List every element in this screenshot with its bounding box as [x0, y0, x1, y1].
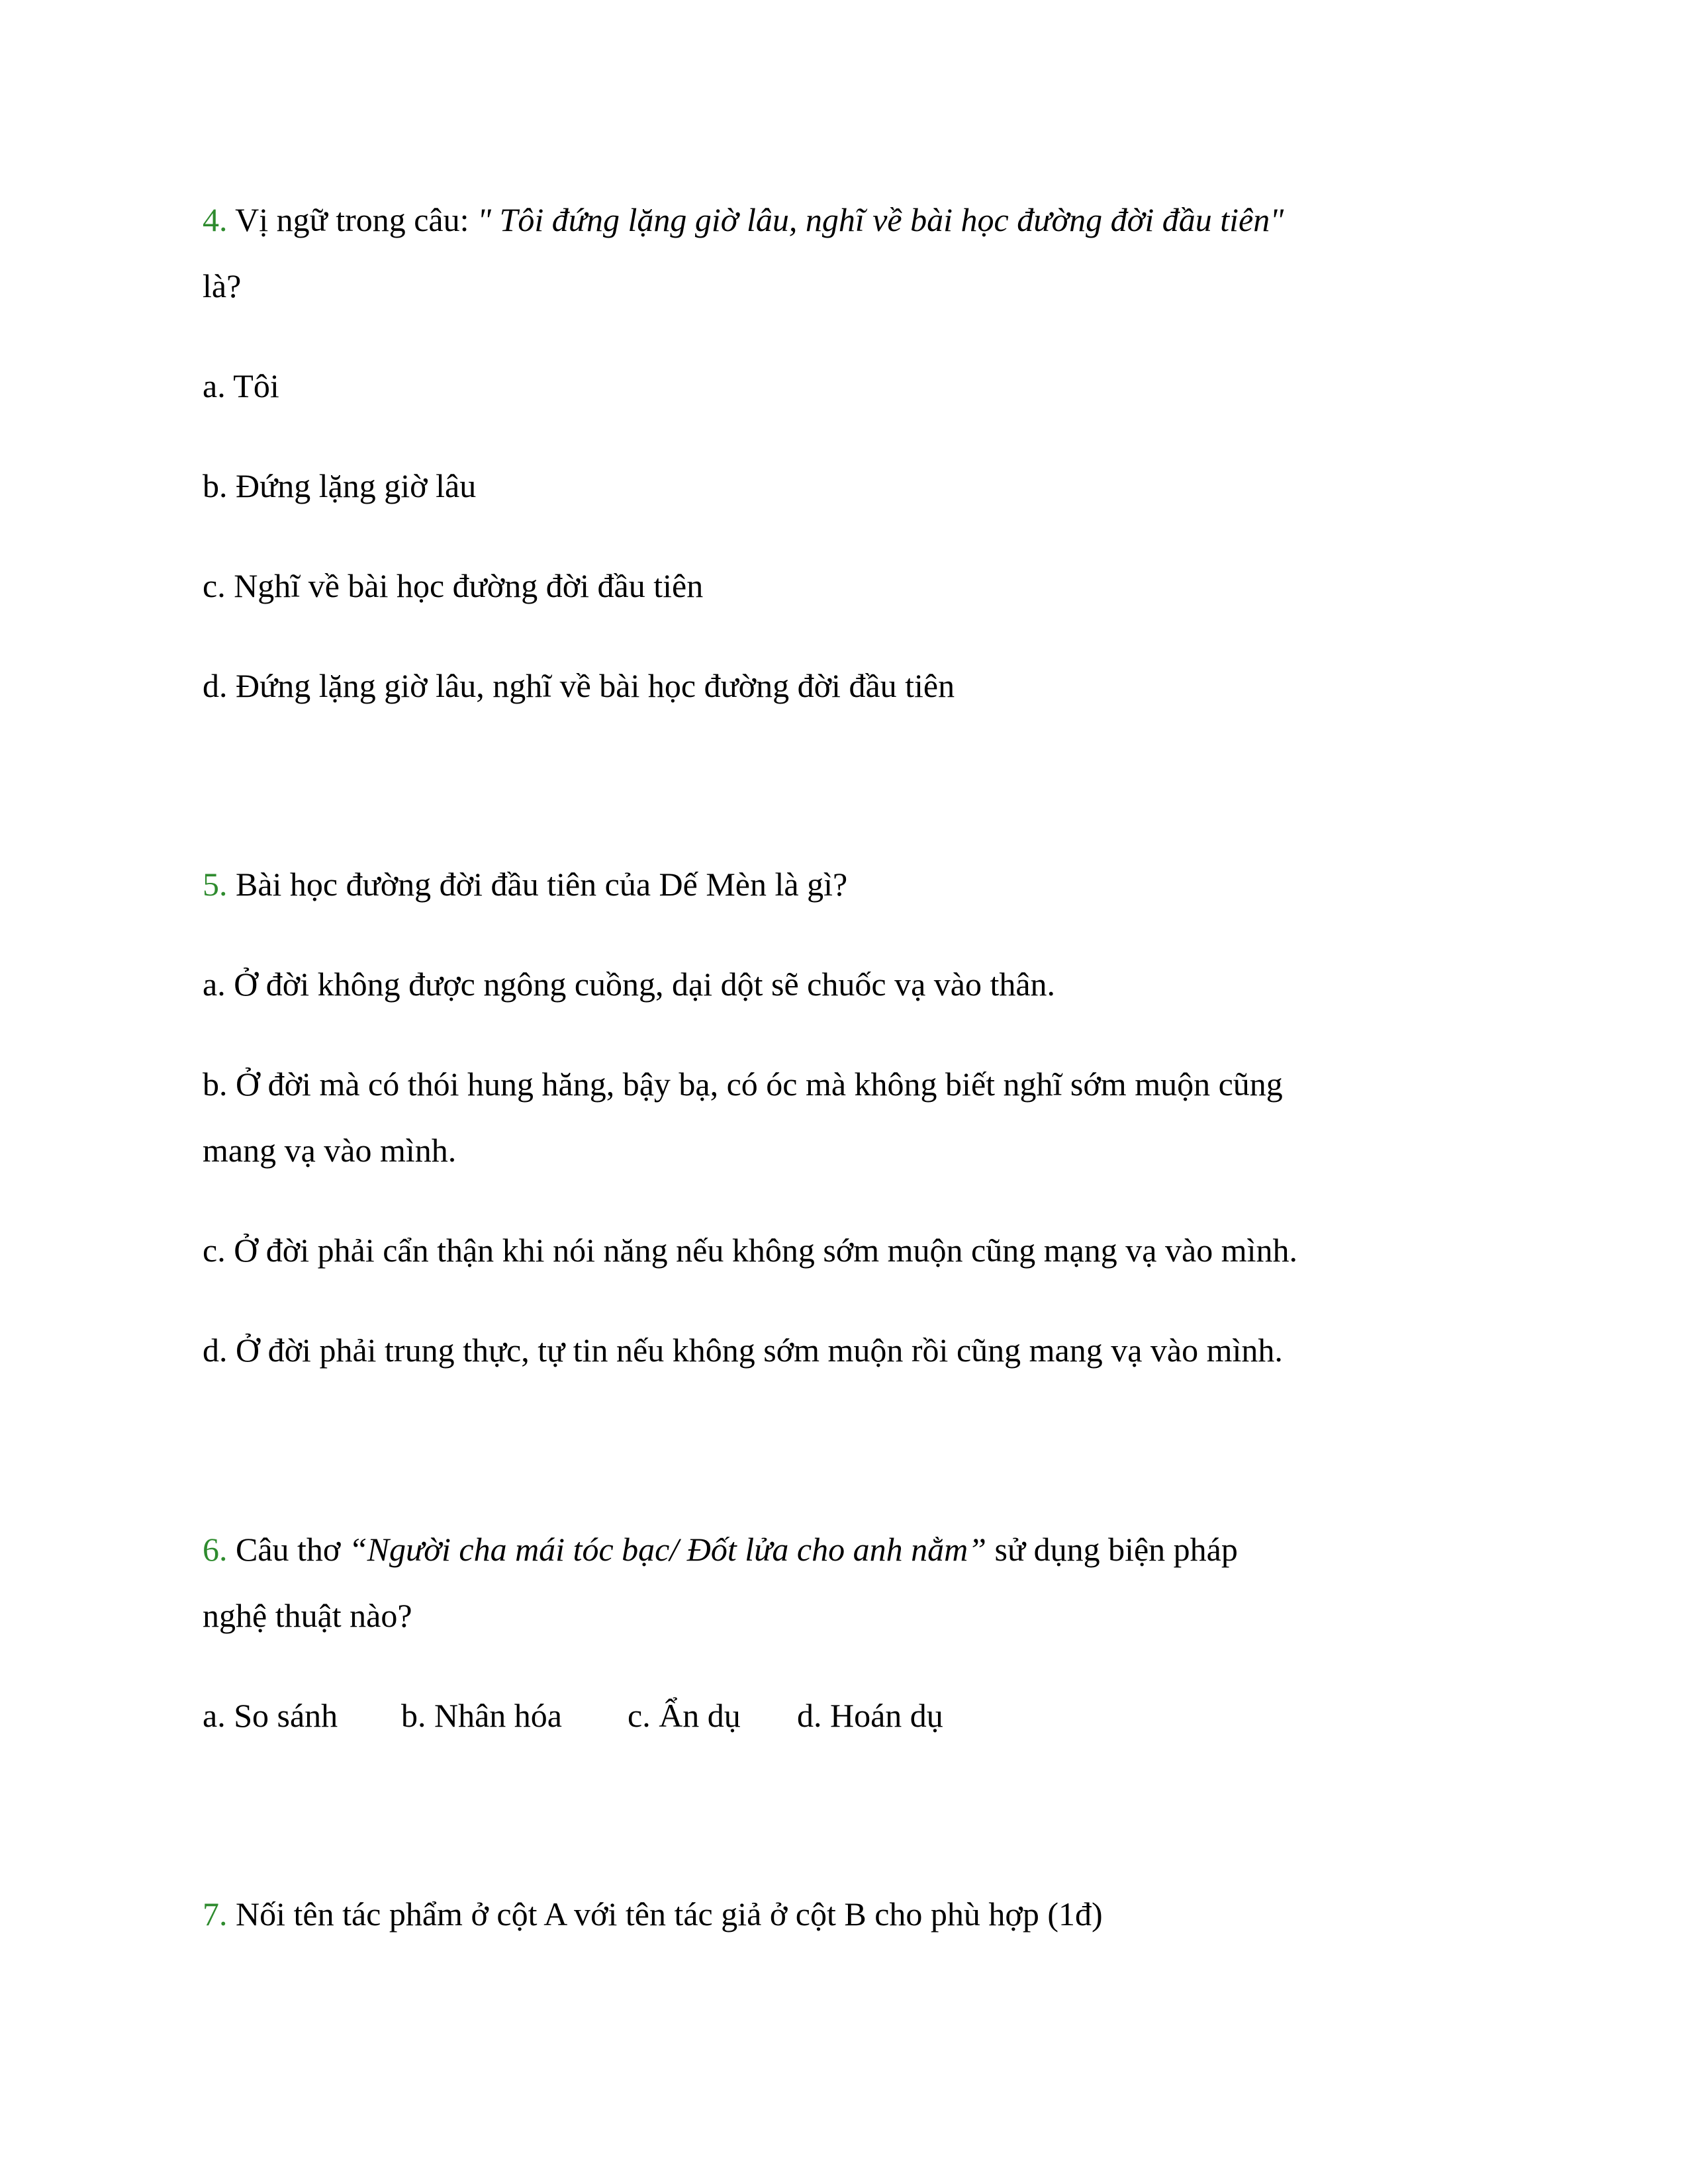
- question-6-option-c: c. Ẩn dụ: [628, 1697, 741, 1734]
- question-4-option-d: d. Đứng lặng giờ lâu, nghĩ về bài học đường đời đầu tiên: [203, 667, 955, 704]
- question-6-options: [203, 1696, 943, 1735]
- question-6-suffix: sử dụng biện pháp: [986, 1531, 1238, 1568]
- question-5-option-b-cont: mang vạ vào mình.: [203, 1132, 457, 1169]
- question-5-option-a: a. Ở đời không được ngông cuồng, dại dột sẽ chuốc vạ vào thân.: [203, 966, 1056, 1003]
- question-7-line: [203, 1894, 1103, 1934]
- question-6-option-d: d. Hoán dụ: [797, 1697, 943, 1734]
- question-5-option-c: c. Ở đời phải cẩn thận khi nói năng nếu không sớm muộn cũng mạng vạ vào mình.: [203, 1232, 1297, 1269]
- question-6-option-b: b. Nhân hóa: [401, 1697, 562, 1734]
- question-6-line: [203, 1529, 1238, 1569]
- question-4-prefix: Vị ngữ trong câu:: [227, 201, 478, 238]
- question-6-line-2: nghệ thuật nào?: [203, 1597, 412, 1634]
- question-4-option-a: a. Tôi: [203, 367, 279, 404]
- question-5-number: 5.: [203, 866, 228, 903]
- question-5-option-b: b. Ở đời mà có thói hung hăng, bậy bạ, có óc mà không biết nghĩ sớm muộn cũng: [203, 1066, 1283, 1103]
- question-4-line: [203, 200, 1284, 240]
- question-4-option-c: c. Nghĩ về bài học đường đời đầu tiên: [203, 567, 704, 604]
- question-7-text: Nối tên tác phẩm ở cột A với tên tác giả ở cột B cho phù hợp (1đ): [227, 1895, 1103, 1933]
- question-4-quote: " Tôi đứng lặng giờ lâu, nghĩ về bài học đường đời đầu tiên": [477, 201, 1284, 238]
- question-7-number: 7.: [203, 1895, 228, 1933]
- question-4-number: 4.: [203, 201, 228, 238]
- question-6-number: 6.: [203, 1531, 228, 1568]
- question-6-quote: “Người cha mái tóc bạc/ Đốt lửa cho anh nằm”: [348, 1531, 987, 1568]
- question-5-option-d: d. Ở đời phải trung thực, tự tin nếu không sớm muộn rồi cũng mang vạ vào mình.: [203, 1332, 1283, 1369]
- question-4-option-b: b. Đứng lặng giờ lâu: [203, 467, 477, 504]
- question-4-suffix: là?: [203, 267, 242, 304]
- question-6-prefix: Câu thơ: [227, 1531, 349, 1568]
- question-5-line: [203, 864, 847, 904]
- question-6-option-a: a. So sánh: [203, 1697, 338, 1734]
- question-5-text: Bài học đường đời đầu tiên của Dế Mèn là gì?: [227, 866, 848, 903]
